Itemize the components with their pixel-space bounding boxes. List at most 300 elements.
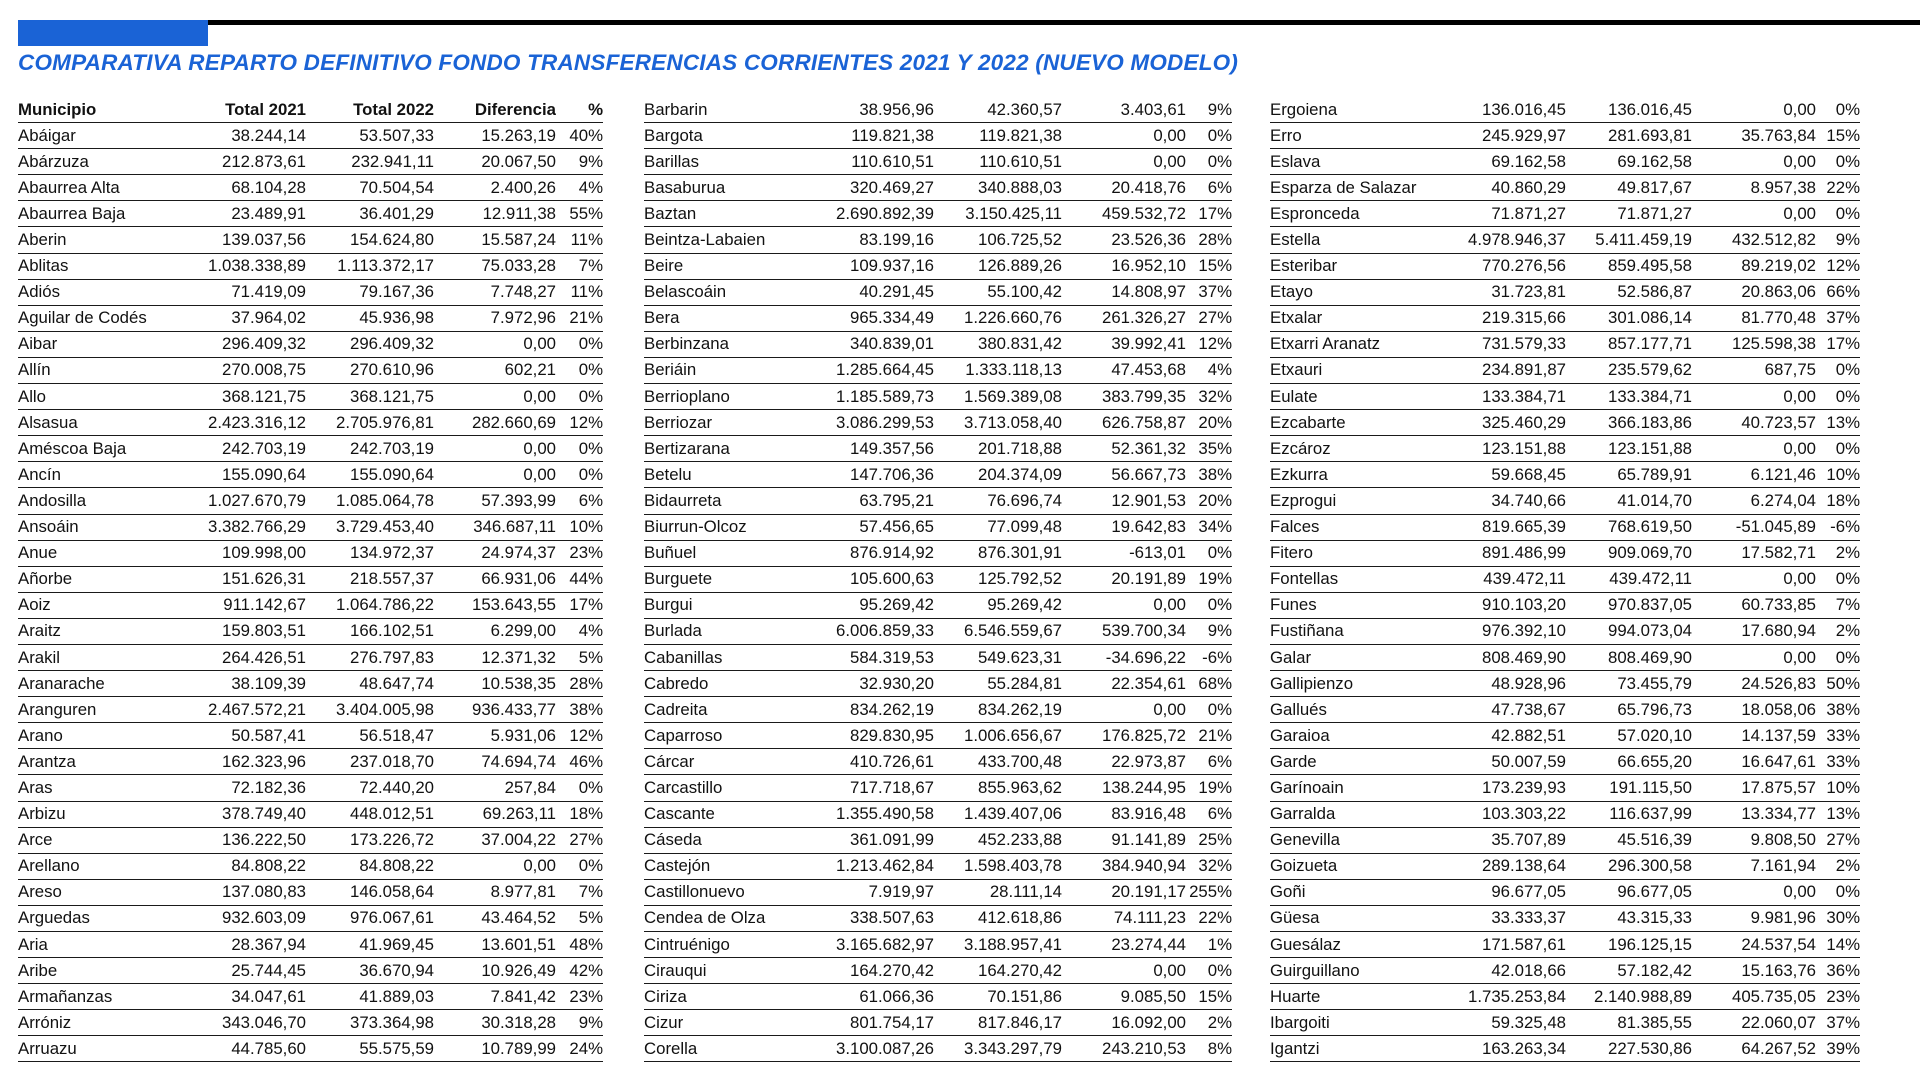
municipio-cell: Gallués bbox=[1270, 697, 1432, 723]
municipio-cell: Garínoain bbox=[1270, 775, 1432, 801]
total-2022-cell: 876.301,91 bbox=[934, 540, 1062, 566]
diferencia-cell: 23.274,44 bbox=[1062, 932, 1186, 958]
diferencia-cell: 602,21 bbox=[434, 357, 556, 383]
diferencia-cell: 0,00 bbox=[1692, 149, 1816, 175]
percent-cell: 38% bbox=[1186, 462, 1232, 488]
table-row bbox=[1270, 410, 1860, 436]
total-2021-cell: 28.367,94 bbox=[188, 932, 306, 958]
total-2022-cell: 276.797,83 bbox=[306, 644, 434, 670]
table-row bbox=[644, 253, 1232, 279]
total-2021-cell: 3.100.087,26 bbox=[814, 1036, 934, 1062]
diferencia-cell: 257,84 bbox=[434, 775, 556, 801]
percent-cell: 4% bbox=[1186, 357, 1232, 383]
table-row bbox=[18, 305, 603, 331]
percent-cell: 34% bbox=[1186, 514, 1232, 540]
table-row bbox=[1270, 514, 1860, 540]
municipio-cell: Carcastillo bbox=[644, 775, 814, 801]
total-2022-cell: 1.333.118,13 bbox=[934, 357, 1062, 383]
table-row bbox=[1270, 853, 1860, 879]
table-row bbox=[644, 827, 1232, 853]
total-2022-cell: 52.586,87 bbox=[1566, 279, 1692, 305]
total-2021-cell: 72.182,36 bbox=[188, 775, 306, 801]
diferencia-cell: 17.582,71 bbox=[1692, 540, 1816, 566]
table-row bbox=[1270, 253, 1860, 279]
municipio-cell: Aranarache bbox=[18, 671, 188, 697]
table-row bbox=[1270, 384, 1860, 410]
municipio-cell: Garralda bbox=[1270, 801, 1432, 827]
municipio-cell: Etxauri bbox=[1270, 357, 1432, 383]
total-2021-cell: 136.222,50 bbox=[188, 827, 306, 853]
percent-cell: 0% bbox=[1816, 357, 1860, 383]
diferencia-cell: 0,00 bbox=[1692, 644, 1816, 670]
total-2022-cell: 41.014,70 bbox=[1566, 488, 1692, 514]
municipio-cell: Bertizarana bbox=[644, 436, 814, 462]
municipio-cell: Arbizu bbox=[18, 801, 188, 827]
total-2022-cell: 133.384,71 bbox=[1566, 384, 1692, 410]
municipio-cell: Allín bbox=[18, 357, 188, 383]
table-row bbox=[18, 488, 603, 514]
municipio-cell: Erro bbox=[1270, 123, 1432, 149]
table-row bbox=[644, 384, 1232, 410]
municipio-cell: Ezcároz bbox=[1270, 436, 1432, 462]
percent-cell: 0% bbox=[1186, 149, 1232, 175]
total-2022-cell: 164.270,42 bbox=[934, 958, 1062, 984]
table-row bbox=[18, 514, 603, 540]
total-2021-cell: 137.080,83 bbox=[188, 879, 306, 905]
total-2022-cell: 232.941,11 bbox=[306, 149, 434, 175]
table-row bbox=[1270, 357, 1860, 383]
total-2022-cell: 110.610,51 bbox=[934, 149, 1062, 175]
table-row bbox=[1270, 462, 1860, 488]
total-2021-cell: 57.456,65 bbox=[814, 514, 934, 540]
total-2021-cell: 410.726,61 bbox=[814, 749, 934, 775]
table-row bbox=[644, 97, 1232, 123]
total-2022-cell: 976.067,61 bbox=[306, 905, 434, 931]
municipio-cell: Baztan bbox=[644, 201, 814, 227]
percent-cell: 23% bbox=[556, 540, 603, 566]
diferencia-cell: 282.660,69 bbox=[434, 410, 556, 436]
municipio-cell: Aras bbox=[18, 775, 188, 801]
total-2022-cell: 28.111,14 bbox=[934, 879, 1062, 905]
total-2022-cell: 66.655,20 bbox=[1566, 749, 1692, 775]
total-2021-cell: 1.735.253,84 bbox=[1432, 984, 1566, 1010]
table-row bbox=[18, 227, 603, 253]
total-2021-cell: 109.998,00 bbox=[188, 540, 306, 566]
diferencia-cell: 64.267,52 bbox=[1692, 1036, 1816, 1062]
total-2021-cell: 1.185.589,73 bbox=[814, 384, 934, 410]
total-2022-cell: 146.058,64 bbox=[306, 879, 434, 905]
table-row bbox=[644, 514, 1232, 540]
municipio-cell: Betelu bbox=[644, 462, 814, 488]
table-row bbox=[1270, 618, 1860, 644]
total-2021-cell: 3.165.682,97 bbox=[814, 932, 934, 958]
total-2022-cell: 1.226.660,76 bbox=[934, 305, 1062, 331]
total-2021-cell: 119.821,38 bbox=[814, 123, 934, 149]
table-row bbox=[644, 279, 1232, 305]
percent-cell: 2% bbox=[1816, 618, 1860, 644]
municipio-cell: Araitz bbox=[18, 618, 188, 644]
table-row bbox=[644, 566, 1232, 592]
percent-cell: 0% bbox=[1816, 436, 1860, 462]
percent-cell: 5% bbox=[556, 644, 603, 670]
total-2021-cell: 965.334,49 bbox=[814, 305, 934, 331]
municipio-cell: Fitero bbox=[1270, 540, 1432, 566]
municipio-cell: Berrioplano bbox=[644, 384, 814, 410]
diferencia-cell: 16.647,61 bbox=[1692, 749, 1816, 775]
total-2022-cell: 65.796,73 bbox=[1566, 697, 1692, 723]
municipio-cell: Garde bbox=[1270, 749, 1432, 775]
municipio-cell: Güesa bbox=[1270, 905, 1432, 931]
percent-cell: 4% bbox=[556, 175, 603, 201]
table-row bbox=[644, 671, 1232, 697]
percent-cell: 37% bbox=[1186, 279, 1232, 305]
percent-cell: 10% bbox=[556, 514, 603, 540]
municipio-cell: Arellano bbox=[18, 853, 188, 879]
percent-cell: 23% bbox=[1816, 984, 1860, 1010]
municipio-cell: Funes bbox=[1270, 592, 1432, 618]
table-row bbox=[1270, 958, 1860, 984]
diferencia-cell: 16.092,00 bbox=[1062, 1010, 1186, 1036]
total-2021-cell: 932.603,09 bbox=[188, 905, 306, 931]
diferencia-cell: 24.526,83 bbox=[1692, 671, 1816, 697]
municipio-cell: Adiós bbox=[18, 279, 188, 305]
total-2021-cell: 2.690.892,39 bbox=[814, 201, 934, 227]
diferencia-cell: 3.403,61 bbox=[1062, 97, 1186, 123]
total-2022-cell: 79.167,36 bbox=[306, 279, 434, 305]
diferencia-cell: 47.453,68 bbox=[1062, 357, 1186, 383]
total-2022-cell: 2.705.976,81 bbox=[306, 410, 434, 436]
total-2021-cell: 59.325,48 bbox=[1432, 1010, 1566, 1036]
total-2021-cell: 40.860,29 bbox=[1432, 175, 1566, 201]
percent-cell: 10% bbox=[1816, 775, 1860, 801]
table-row bbox=[18, 357, 603, 383]
diferencia-cell: -613,01 bbox=[1062, 540, 1186, 566]
total-2022-cell: 154.624,80 bbox=[306, 227, 434, 253]
diferencia-cell: 24.974,37 bbox=[434, 540, 556, 566]
total-2022-cell: 218.557,37 bbox=[306, 566, 434, 592]
percent-cell: 0% bbox=[1186, 540, 1232, 566]
percent-cell: 25% bbox=[1186, 827, 1232, 853]
table-row bbox=[18, 1036, 603, 1062]
diferencia-cell: 5.931,06 bbox=[434, 723, 556, 749]
diferencia-cell: 56.667,73 bbox=[1062, 462, 1186, 488]
percent-cell: 9% bbox=[1186, 97, 1232, 123]
total-2022-cell: 296.409,32 bbox=[306, 331, 434, 357]
municipio-cell: Garaioa bbox=[1270, 723, 1432, 749]
municipio-cell: Eslava bbox=[1270, 149, 1432, 175]
diferencia-cell: 83.916,48 bbox=[1062, 801, 1186, 827]
percent-cell: 9% bbox=[1186, 618, 1232, 644]
table-row bbox=[1270, 488, 1860, 514]
total-2022-cell: 84.808,22 bbox=[306, 853, 434, 879]
diferencia-cell: 13.601,51 bbox=[434, 932, 556, 958]
table-row bbox=[18, 958, 603, 984]
table-row bbox=[644, 357, 1232, 383]
table-row bbox=[1270, 540, 1860, 566]
percent-cell: 18% bbox=[1816, 488, 1860, 514]
diferencia-cell: 7.748,27 bbox=[434, 279, 556, 305]
total-2021-cell: 801.754,17 bbox=[814, 1010, 934, 1036]
percent-cell: 19% bbox=[1186, 566, 1232, 592]
total-2022-cell: 134.972,37 bbox=[306, 540, 434, 566]
municipio-cell: Cendea de Olza bbox=[644, 905, 814, 931]
percent-cell: 22% bbox=[1816, 175, 1860, 201]
total-2021-cell: 68.104,28 bbox=[188, 175, 306, 201]
total-2021-cell: 133.384,71 bbox=[1432, 384, 1566, 410]
diferencia-cell: 0,00 bbox=[1692, 97, 1816, 123]
table-row bbox=[644, 462, 1232, 488]
diferencia-cell: -51.045,89 bbox=[1692, 514, 1816, 540]
table-row bbox=[644, 201, 1232, 227]
percent-cell: 12% bbox=[556, 410, 603, 436]
total-2021-cell: 3.382.766,29 bbox=[188, 514, 306, 540]
total-2022-cell: 452.233,88 bbox=[934, 827, 1062, 853]
municipio-cell: Anue bbox=[18, 540, 188, 566]
table-row bbox=[18, 436, 603, 462]
total-2021-cell: 159.803,51 bbox=[188, 618, 306, 644]
total-2022-cell: 301.086,14 bbox=[1566, 305, 1692, 331]
total-2021-cell: 149.357,56 bbox=[814, 436, 934, 462]
municipio-cell: Guirguillano bbox=[1270, 958, 1432, 984]
total-2021-cell: 38.244,14 bbox=[188, 123, 306, 149]
diferencia-cell: 14.808,97 bbox=[1062, 279, 1186, 305]
percent-cell: 7% bbox=[1816, 592, 1860, 618]
percent-cell: 15% bbox=[1186, 253, 1232, 279]
table-row bbox=[18, 175, 603, 201]
percent-cell: 9% bbox=[1816, 227, 1860, 253]
percent-cell: 9% bbox=[556, 1010, 603, 1036]
total-2022-cell: 235.579,62 bbox=[1566, 357, 1692, 383]
total-2022-cell: 1.598.403,78 bbox=[934, 853, 1062, 879]
total-2022-cell: 3.713.058,40 bbox=[934, 410, 1062, 436]
municipio-cell: Estella bbox=[1270, 227, 1432, 253]
total-2022-cell: 123.151,88 bbox=[1566, 436, 1692, 462]
total-2021-cell: 25.744,45 bbox=[188, 958, 306, 984]
total-2022-cell: 817.846,17 bbox=[934, 1010, 1062, 1036]
percent-cell: 27% bbox=[556, 827, 603, 853]
table-row bbox=[1270, 1036, 1860, 1062]
total-2022-cell: 53.507,33 bbox=[306, 123, 434, 149]
percent-cell: 11% bbox=[556, 227, 603, 253]
table-row bbox=[18, 331, 603, 357]
municipio-cell: Añorbe bbox=[18, 566, 188, 592]
total-2021-cell: 343.046,70 bbox=[188, 1010, 306, 1036]
table-row bbox=[644, 749, 1232, 775]
total-2021-cell: 47.738,67 bbox=[1432, 697, 1566, 723]
municipio-cell: Berriozar bbox=[644, 410, 814, 436]
municipio-cell: Esteribar bbox=[1270, 253, 1432, 279]
percent-cell: 33% bbox=[1816, 723, 1860, 749]
table-row bbox=[644, 618, 1232, 644]
total-2022-cell: 41.969,45 bbox=[306, 932, 434, 958]
total-2021-cell: 234.891,87 bbox=[1432, 357, 1566, 383]
total-2022-cell: 6.546.559,67 bbox=[934, 618, 1062, 644]
diferencia-cell: 2.400,26 bbox=[434, 175, 556, 201]
total-2022-cell: 3.404.005,98 bbox=[306, 697, 434, 723]
table-row bbox=[18, 984, 603, 1010]
municipio-cell: Cáseda bbox=[644, 827, 814, 853]
municipio-cell: Arguedas bbox=[18, 905, 188, 931]
municipio-cell: Abáigar bbox=[18, 123, 188, 149]
total-2021-cell: 834.262,19 bbox=[814, 697, 934, 723]
total-2022-cell: 270.610,96 bbox=[306, 357, 434, 383]
total-2021-cell: 325.460,29 bbox=[1432, 410, 1566, 436]
diferencia-cell: 7.841,42 bbox=[434, 984, 556, 1010]
total-2021-cell: 976.392,10 bbox=[1432, 618, 1566, 644]
total-2021-cell: 2.467.572,21 bbox=[188, 697, 306, 723]
total-2022-cell: 439.472,11 bbox=[1566, 566, 1692, 592]
table-row bbox=[1270, 123, 1860, 149]
table-row bbox=[18, 201, 603, 227]
table-row bbox=[18, 853, 603, 879]
table-row bbox=[644, 227, 1232, 253]
percent-cell: 0% bbox=[1186, 958, 1232, 984]
percent-cell: 0% bbox=[1186, 123, 1232, 149]
total-2022-cell: 3.343.297,79 bbox=[934, 1036, 1062, 1062]
municipio-cell: Etxalar bbox=[1270, 305, 1432, 331]
municipio-cell: Ansoáin bbox=[18, 514, 188, 540]
percent-cell: 35% bbox=[1186, 436, 1232, 462]
total-2022-cell: 45.516,39 bbox=[1566, 827, 1692, 853]
table-row bbox=[644, 958, 1232, 984]
total-2021-cell: 378.749,40 bbox=[188, 801, 306, 827]
total-2021-cell: 35.707,89 bbox=[1432, 827, 1566, 853]
total-2021-cell: 34.740,66 bbox=[1432, 488, 1566, 514]
total-2021-cell: 245.929,97 bbox=[1432, 123, 1566, 149]
diferencia-cell: 936.433,77 bbox=[434, 697, 556, 723]
total-2022-cell: 380.831,42 bbox=[934, 331, 1062, 357]
table-header-row bbox=[18, 97, 603, 123]
diferencia-cell: 432.512,82 bbox=[1692, 227, 1816, 253]
table-row bbox=[644, 853, 1232, 879]
municipio-cell: Ezcabarte bbox=[1270, 410, 1432, 436]
diferencia-cell: 12.371,32 bbox=[434, 644, 556, 670]
total-2022-cell: 994.073,04 bbox=[1566, 618, 1692, 644]
diferencia-cell: 10.789,99 bbox=[434, 1036, 556, 1062]
percent-cell: 0% bbox=[556, 384, 603, 410]
diferencia-cell: 22.354,61 bbox=[1062, 671, 1186, 697]
percent-cell: 36% bbox=[1816, 958, 1860, 984]
total-2021-cell: 34.047,61 bbox=[188, 984, 306, 1010]
diferencia-cell: 0,00 bbox=[1692, 384, 1816, 410]
total-2021-cell: 770.276,56 bbox=[1432, 253, 1566, 279]
page-title: COMPARATIVA REPARTO DEFINITIVO FONDO TRANSFERENCIAS CORRIENTES 2021 Y 2022 (NUEVO MODELO) bbox=[18, 50, 1239, 75]
total-2021-cell: 2.423.316,12 bbox=[188, 410, 306, 436]
table-row bbox=[644, 697, 1232, 723]
percent-cell: 10% bbox=[1816, 462, 1860, 488]
percent-cell: 0% bbox=[1816, 97, 1860, 123]
total-2022-cell: 72.440,20 bbox=[306, 775, 434, 801]
table-row bbox=[18, 723, 603, 749]
municipio-cell: Arce bbox=[18, 827, 188, 853]
municipio-cell: Andosilla bbox=[18, 488, 188, 514]
municipio-cell: Aria bbox=[18, 932, 188, 958]
total-2021-cell: 163.263,34 bbox=[1432, 1036, 1566, 1062]
table-row bbox=[18, 123, 603, 149]
header-total-2022: Total 2022 bbox=[306, 97, 434, 123]
percent-cell: 50% bbox=[1816, 671, 1860, 697]
percent-cell: 30% bbox=[1816, 905, 1860, 931]
diferencia-cell: 22.973,87 bbox=[1062, 749, 1186, 775]
total-2022-cell: 166.102,51 bbox=[306, 618, 434, 644]
percent-cell: 12% bbox=[1186, 331, 1232, 357]
table-row bbox=[644, 1010, 1232, 1036]
diferencia-cell: 20.863,06 bbox=[1692, 279, 1816, 305]
municipio-cell: Buñuel bbox=[644, 540, 814, 566]
municipio-cell: Guesálaz bbox=[1270, 932, 1432, 958]
table-row bbox=[1270, 331, 1860, 357]
percent-cell: 20% bbox=[1186, 488, 1232, 514]
diferencia-cell: 9.981,96 bbox=[1692, 905, 1816, 931]
municipio-cell: Etxarri Aranatz bbox=[1270, 331, 1432, 357]
table-row bbox=[1270, 879, 1860, 905]
diferencia-cell: 39.992,41 bbox=[1062, 331, 1186, 357]
diferencia-cell: 74.111,23 bbox=[1062, 905, 1186, 931]
municipio-cell: Aguilar de Codés bbox=[18, 305, 188, 331]
total-2021-cell: 829.830,95 bbox=[814, 723, 934, 749]
table-row bbox=[1270, 671, 1860, 697]
diferencia-cell: 19.642,83 bbox=[1062, 514, 1186, 540]
total-2022-cell: 855.963,62 bbox=[934, 775, 1062, 801]
table-row bbox=[1270, 175, 1860, 201]
table-row bbox=[18, 618, 603, 644]
total-2022-cell: 55.575,59 bbox=[306, 1036, 434, 1062]
diferencia-cell: 138.244,95 bbox=[1062, 775, 1186, 801]
percent-cell: 21% bbox=[1186, 723, 1232, 749]
table-row bbox=[644, 175, 1232, 201]
total-2022-cell: 3.188.957,41 bbox=[934, 932, 1062, 958]
total-2022-cell: 3.729.453,40 bbox=[306, 514, 434, 540]
table-row bbox=[1270, 592, 1860, 618]
diferencia-cell: 74.694,74 bbox=[434, 749, 556, 775]
diferencia-cell: 15.587,24 bbox=[434, 227, 556, 253]
total-2021-cell: 1.038.338,89 bbox=[188, 253, 306, 279]
diferencia-cell: 687,75 bbox=[1692, 357, 1816, 383]
total-2022-cell: 173.226,72 bbox=[306, 827, 434, 853]
total-2021-cell: 439.472,11 bbox=[1432, 566, 1566, 592]
total-2021-cell: 171.587,61 bbox=[1432, 932, 1566, 958]
total-2021-cell: 296.409,32 bbox=[188, 331, 306, 357]
total-2022-cell: 41.889,03 bbox=[306, 984, 434, 1010]
diferencia-cell: 24.537,54 bbox=[1692, 932, 1816, 958]
total-2021-cell: 71.419,09 bbox=[188, 279, 306, 305]
municipio-cell: Burguete bbox=[644, 566, 814, 592]
percent-cell: 13% bbox=[1816, 801, 1860, 827]
percent-cell: 37% bbox=[1816, 1010, 1860, 1036]
total-2022-cell: 95.269,42 bbox=[934, 592, 1062, 618]
table-row bbox=[18, 253, 603, 279]
municipio-cell: Arruazu bbox=[18, 1036, 188, 1062]
total-2022-cell: 5.411.459,19 bbox=[1566, 227, 1692, 253]
table-row bbox=[644, 644, 1232, 670]
total-2021-cell: 219.315,66 bbox=[1432, 305, 1566, 331]
total-2021-cell: 84.808,22 bbox=[188, 853, 306, 879]
percent-cell: 5% bbox=[556, 905, 603, 931]
percent-cell: 2% bbox=[1186, 1010, 1232, 1036]
table-row bbox=[1270, 97, 1860, 123]
percent-cell: 42% bbox=[556, 958, 603, 984]
total-2021-cell: 162.323,96 bbox=[188, 749, 306, 775]
total-2021-cell: 40.291,45 bbox=[814, 279, 934, 305]
total-2021-cell: 83.199,16 bbox=[814, 227, 934, 253]
diferencia-cell: 626.758,87 bbox=[1062, 410, 1186, 436]
diferencia-cell: 20.067,50 bbox=[434, 149, 556, 175]
diferencia-cell: 0,00 bbox=[1062, 958, 1186, 984]
diferencia-cell: 0,00 bbox=[434, 462, 556, 488]
diferencia-cell: -34.696,22 bbox=[1062, 644, 1186, 670]
municipio-cell: Bargota bbox=[644, 123, 814, 149]
table-row bbox=[18, 775, 603, 801]
